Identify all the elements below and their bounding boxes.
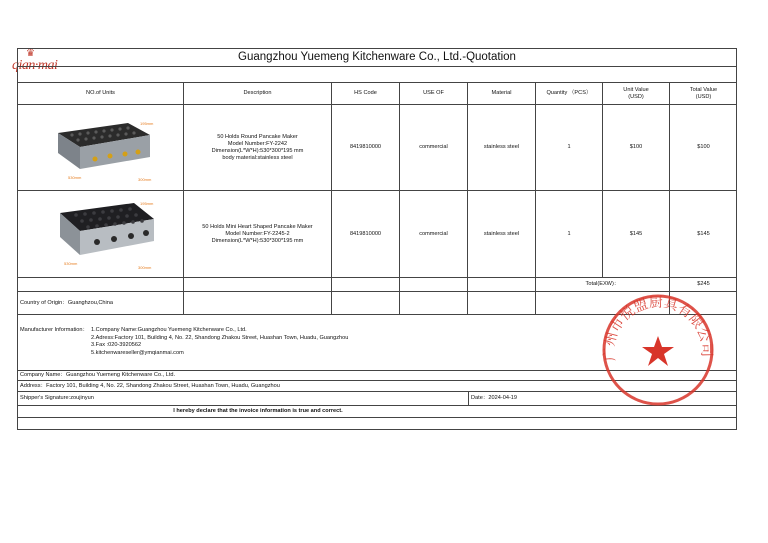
- row-total-value: $100: [697, 144, 710, 150]
- dimension-label: 300mm: [138, 177, 152, 182]
- header-hs-code: HS Code: [354, 90, 377, 96]
- manufacturer-label: Manufacturer Information：: [20, 327, 89, 333]
- row-unit-value: $100: [629, 144, 643, 150]
- shipper-signature: Shipper's Signature:zoujinyun: [20, 395, 94, 401]
- manufacturer-line: 1.Company Name:Guangzhou Yuemeng Kitchenware Co., Ltd.: [91, 327, 247, 333]
- row-description: 50 Holds Round Pancake Maker Model Number:FY-2242 Dimension(L*W*H):530*300*195 mm body material:stainless steel: [211, 133, 304, 161]
- header-quantity: Quantity （PCS）: [546, 90, 592, 96]
- header-description: Description: [243, 90, 272, 96]
- row-quantity: 1: [567, 144, 571, 150]
- row-total-value: $145: [697, 230, 710, 237]
- row-use-of: commercial: [419, 230, 448, 237]
- manufacturer-line: 2.Adress:Factory 101, Building 4, No. 22, Shandong Zhakou Street, Huashan Town, Huadu, Guangzhou: [91, 334, 349, 341]
- row-unit-value: $145: [629, 230, 643, 237]
- header-total-value: Total Value (USD): [689, 86, 718, 100]
- header-use-of: USE OF: [423, 90, 444, 96]
- total-label: Total(EXW)：: [585, 281, 620, 287]
- total-value: $245: [697, 281, 710, 287]
- row-description: 50 Holds Mini Heart Shaped Pancake Maker Model Number:FY-2245-2 Dimension(L*W*H):530*300*195 mm: [202, 223, 313, 244]
- row-material: stainless steel: [483, 144, 520, 150]
- dimension-label: 530mm: [68, 175, 82, 180]
- dimension-label: 195mm: [140, 201, 154, 206]
- address: Address：Factory 101, Building 4, No. 22, Shandong Zhakou Street, Huashan Town, Huadu, Guangzhou: [20, 382, 280, 389]
- company-name: Company Name：Guangzhou Yuemeng Kitchenware Co., Ltd.: [20, 372, 176, 378]
- header-unit-value: Unit Value (USD): [623, 86, 649, 100]
- manufacturer-line: 5.kitchenwareseller@ymqianmai.com: [91, 349, 184, 356]
- manufacturer-line: 3.Fax :020-3920562: [91, 342, 142, 349]
- row-hs-code: 8419810000: [349, 230, 382, 237]
- crown-icon: ♛: [26, 48, 35, 59]
- dimension-label: 195mm: [140, 121, 154, 126]
- manufacturer-info: [91, 327, 348, 357]
- divider: [18, 417, 736, 418]
- date: Date：2024-04-19: [471, 395, 518, 401]
- dimension-label: 300mm: [138, 265, 152, 270]
- pancake-maker-round-photo: [50, 113, 160, 183]
- svg-text:广州市悦盟厨具有限公司: 广州市悦盟厨具有限公司: [601, 294, 715, 362]
- row-quantity: 1: [567, 230, 571, 237]
- header-material: Material: [491, 90, 512, 96]
- dimension-label: 530mm: [64, 261, 78, 266]
- page-title: Guangzhou Yuemeng Kitchenware Co., Ltd.-Quotation: [18, 49, 736, 67]
- country-of-origin: Country of Origin：Guanghzou,China: [20, 299, 113, 306]
- row-material: stainless steel: [483, 230, 520, 237]
- declaration: I hereby declare that the invoice information is true and correct.: [173, 408, 343, 414]
- row-use-of: commercial: [419, 144, 448, 150]
- header-units: NO.of Units: [86, 90, 115, 96]
- logo-wordmark: qian·mai: [12, 58, 58, 73]
- company-seal-stamp: [598, 290, 718, 410]
- row-hs-code: 8419810000: [349, 144, 382, 150]
- pancake-maker-heart-photo: [42, 195, 162, 273]
